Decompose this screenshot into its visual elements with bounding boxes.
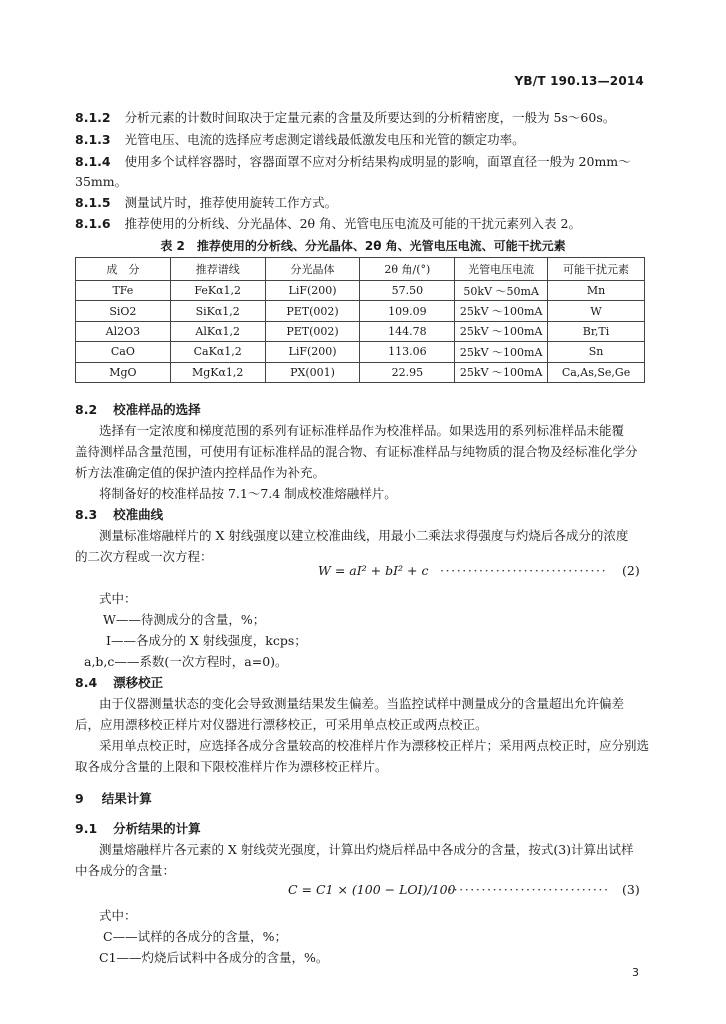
where-label: 式中： [99,908,137,923]
definition-line: I——各成分的 X 射线强度，kcps； [106,633,307,648]
cell-line: FeKα1,2 [170,281,265,301]
cell-component: Al2O3 [76,321,171,341]
cell-line: AlKα1,2 [170,321,265,341]
cell-tube-power: 25kV ～100mA [455,301,548,321]
section-title: 校准样品的选择 [113,402,201,417]
paragraph-line: 选择有一定浓度和梯度范围的系列有证标准样品作为校准样品。如果选用的系列标准样品未能覆 [99,423,625,438]
definition-line: W——待测成分的含量，%； [103,612,266,627]
cell-crystal: LiF(200) [265,281,360,301]
cell-angle: 57.50 [360,281,455,301]
cell-tube-power: 25kV ～100mA [455,362,548,382]
formula-leader: ····························· [448,882,610,897]
clause-8-1-4 [75,152,631,170]
cell-component: SiO2 [76,301,171,321]
definition-line: C——试样的各成分的含量，%； [103,929,287,944]
cell-component: TFe [76,281,171,301]
clause-8-1-6 [75,214,581,232]
section-title: 结果计算 [101,791,152,806]
section-title: 漂移校正 [113,675,164,690]
cell-component: CaO [76,342,171,362]
cell-crystal: LiF(200) [265,342,360,362]
section-8-4-heading [75,673,163,691]
section-number: 8.3 [75,507,98,522]
table-2 [75,257,645,383]
table-row [76,301,645,321]
cell-tube-power: 25kV ～100mA [455,342,548,362]
table-row [76,281,645,301]
section-number: 8.2 [75,402,98,417]
cell-angle: 113.06 [360,342,455,362]
clause-number: 8.1.2 [75,110,111,125]
formula-2: W = aI² + bI² + c [318,563,429,578]
table-header-row [76,258,645,281]
section-number: 9 [75,791,84,806]
cell-crystal: PET(002) [265,321,360,341]
cell-angle: 144.78 [360,321,455,341]
clause-number: 8.1.6 [75,216,111,231]
equation-number: (2) [622,563,640,578]
formula-leader: ······························ [440,563,608,578]
section-8-2-heading [75,400,201,418]
paragraph-line: 采用单点校正时，应选择各成分含量较高的校准样片作为漂移校正样片；采用两点校正时，应分别选 [99,738,650,753]
clause-8-1-4-continued: 35mm。 [75,174,128,189]
col-header-interference: 可能干扰元素 [548,258,645,281]
col-header-tube-power: 光管电压电流 [455,258,548,281]
clause-number: 8.1.4 [75,154,111,169]
definition-line: a,b,c——系数(一次方程时，a=0)。 [84,654,288,669]
section-8-3-heading [75,505,163,523]
cell-line: SiKα1,2 [170,301,265,321]
col-header-line: 推荐谱线 [170,258,265,281]
section-title: 分析结果的计算 [113,821,201,836]
cell-interference: Ca,As,Se,Ge [548,362,645,382]
paragraph-line: 取各成分含量的上限和下限校准样片作为漂移校正样片。 [75,759,388,774]
clause-8-1-5 [75,193,337,211]
clause-8-1-2 [75,108,615,126]
clause-text: 推荐使用的分析线、分光晶体、2θ 角、光管电压电流及可能的干扰元素列入表 2。 [124,216,581,231]
definition-line: C1——灼烧后试料中各成分的含量，%。 [99,950,329,965]
cell-interference: Sn [548,342,645,362]
clause-text: 测量试片时，推荐使用旋转工作方式。 [124,195,338,210]
where-label: 式中： [99,591,137,606]
clause-text: 分析元素的计数时间取决于定量元素的含量及所要达到的分析精密度，一般为 5s～60s。 [124,110,616,125]
equation-number: (3) [622,882,640,897]
paragraph-line: 后，应用漂移校正样片对仪器进行漂移校正，可采用单点校正或两点校正。 [75,717,488,732]
paragraph-line: 将制备好的校准样品按 7.1～7.4 制成校准熔融样片。 [99,486,397,501]
cell-crystal: PET(002) [265,301,360,321]
paragraph-line: 测量熔融样片各元素的 X 射线荧光强度，计算出灼烧后样品中各成分的含量，按式(3)计算出试样 [99,842,634,857]
clause-text: 光管电压、电流的选择应考虑测定谱线最低激发电压和光管的额定功率。 [124,132,525,147]
clause-text: 使用多个试样容器时，容器面罩不应对分析结果构成明显的影响，面罩直径一般为 20mm～ [124,154,631,169]
clause-8-1-3 [75,130,525,148]
cell-interference: Br,Ti [548,321,645,341]
section-title: 校准曲线 [113,507,164,522]
cell-tube-power: 50kV ～50mA [455,281,548,301]
cell-line: CaKα1,2 [170,342,265,362]
cell-line: MgKα1,2 [170,362,265,382]
clause-number: 8.1.5 [75,195,111,210]
cell-tube-power: 25kV ～100mA [455,321,548,341]
section-number: 8.4 [75,675,98,690]
table-caption: 表 2 推荐使用的分析线、分光晶体、2θ 角、光管电压电流、可能干扰元素 [160,239,566,253]
table-row [76,321,645,341]
section-9-heading [75,789,152,807]
paragraph-line: 的二次方程或一次方程： [75,549,213,564]
col-header-crystal: 分光晶体 [265,258,360,281]
paragraph-line: 由于仪器测量状态的变化会导致测量结果发生偏差。当监控试样中测量成分的含量超出允许偏差 [99,696,625,711]
clause-number: 8.1.3 [75,132,111,147]
formula-3: C = C1 × (100 − LOI)/100 [288,882,456,897]
cell-angle: 22.95 [360,362,455,382]
col-header-component: 成 分 [76,258,171,281]
paragraph-line: 析方法准确定值的保护渣内控样品作为补充。 [75,465,326,480]
paragraph-line: 中各成分的含量： [75,863,176,878]
section-number: 9.1 [75,821,98,836]
cell-angle: 109.09 [360,301,455,321]
col-header-angle: 2θ 角/(°) [360,258,455,281]
cell-crystal: PX(001) [265,362,360,382]
standard-code: YB/T 190.13—2014 [514,74,644,88]
paragraph-line: 测量标准熔融样片的 X 射线强度以建立校准曲线，用最小二乘法求得强度与灼烧后各成分的浓度 [99,528,629,543]
table-row [76,362,645,382]
section-9-1-heading [75,819,201,837]
cell-component: MgO [76,362,171,382]
table-row [76,342,645,362]
cell-interference: W [548,301,645,321]
cell-interference: Mn [548,281,645,301]
paragraph-line: 盖待测样品含量范围，可使用有证标准样品的混合物、有证标准样品与纯物质的混合物及经标准化学分 [75,444,638,459]
page-number: 3 [632,966,639,979]
